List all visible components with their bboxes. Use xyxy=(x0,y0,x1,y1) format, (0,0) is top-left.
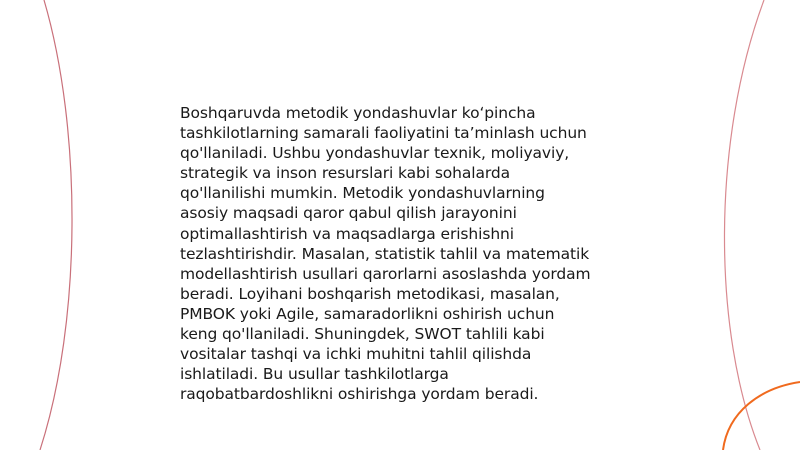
left-arc xyxy=(40,0,72,450)
body-paragraph: Boshqaruvda metodik yondashuvlar koʻpincha tashkilotlarning samarali faoliyatini taʼminlash uchun qo'llaniladi. Ushbu yondashuvlar texnik, moliyaviy, strategik va inson resurslari kabi sohalarda qo'llanilishi mumkin. Metodik yondashuvlarning asosiy maqsadi qaror qabul qilish jarayonini optimallashtirish va maqsadlarga erishishni tezlashtirishdir. Masalan, statistik tahlil va matematik modellashtirish usullari qarorlarni asoslashda yordam beradi. Loyihani boshqarish metodikasi, masalan, PMBOK yoki Agile, samaradorlikni oshirish uchun keng qo'llaniladi. Shuningdek, SWOT tahlili kabi vositalar tashqi va ichki muhitni tahlil qilishda ishlatiladi. Bu usullar tashkilotlarga raqobatbardoshlikni oshirishga yordam beradi. xyxy=(180,104,591,404)
accent-arc xyxy=(723,382,800,450)
right-arc xyxy=(724,0,764,450)
